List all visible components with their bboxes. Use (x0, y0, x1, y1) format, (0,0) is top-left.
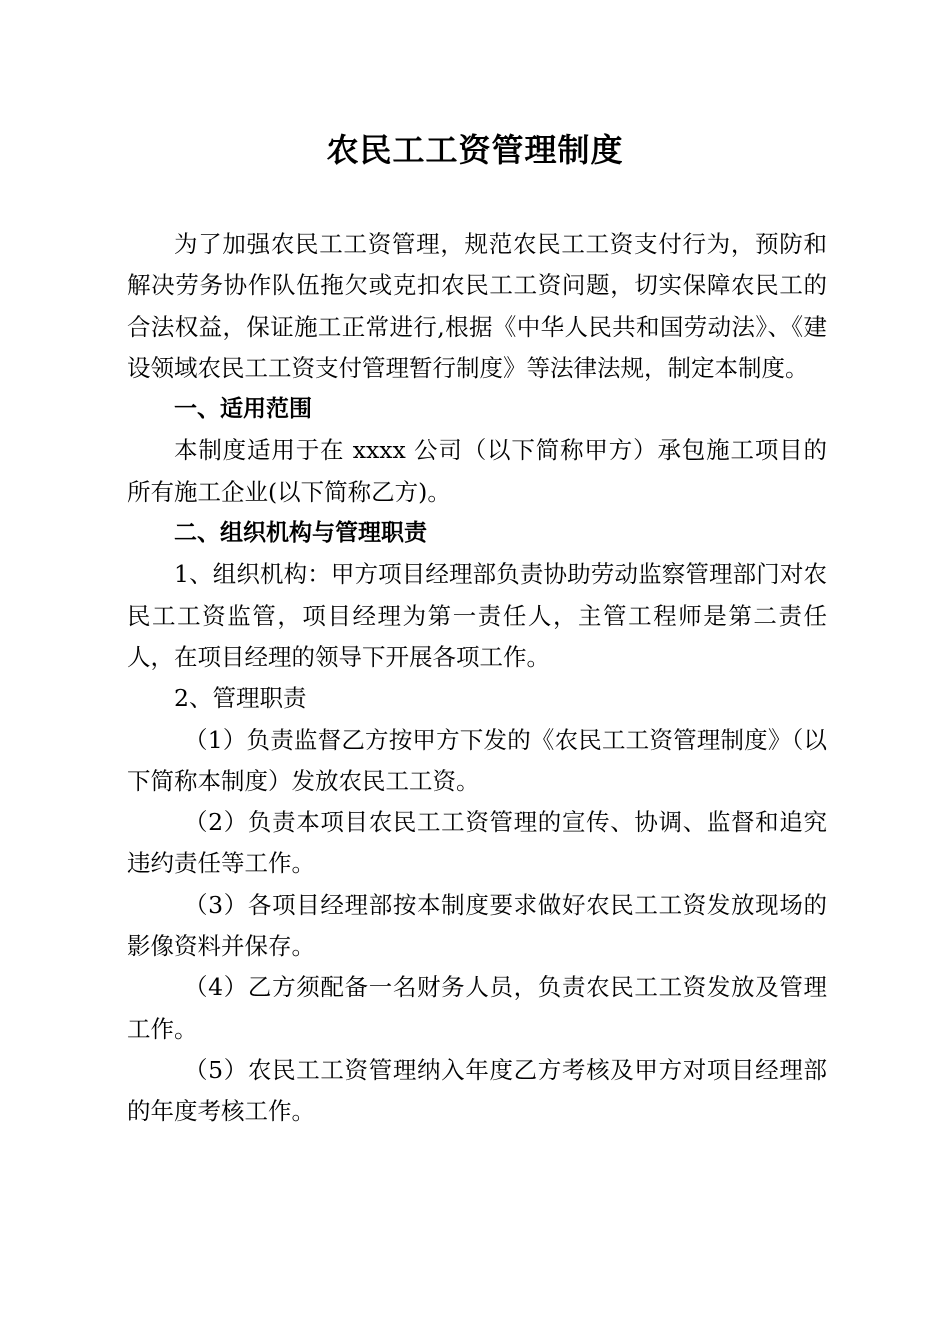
section-heading-organization: 二、组织机构与管理职责 (174, 520, 427, 547)
duty-item: （3）各项目经理部按本制度要求做好农民工工资发放现场的影像资料并保存。 (127, 890, 827, 961)
scope-paragraph: 本制度适用于在 xxxx 公司（以下简称甲方）承包施工项目的所有施工企业(以下简称乙方)。 (127, 436, 827, 506)
duty-item: （4）乙方须配备一名财务人员，负责农民工工资发放及管理工作。 (127, 973, 827, 1043)
duty-item: （2）负责本项目农民工工资管理的宣传、协调、监督和追究违约责任等工作。 (127, 808, 827, 878)
duties-subheading: 2、管理职责 (174, 684, 307, 713)
document-title: 农民工工资管理制度 (326, 131, 624, 169)
duty-item: （5）农民工工资管理纳入年度乙方考核及甲方对项目经理部的年度考核工作。 (127, 1055, 827, 1126)
section-heading-scope: 一、适用范围 (174, 396, 312, 423)
intro-paragraph: 为了加强农民工工资管理，规范农民工工资支付行为，预防和解决劳务协作队伍拖欠或克扣农民工工资问题，切实保障农民工的合法权益，保证施工正常进行,根据《中华人民共和国劳动法》、《建设领域农民工工资支付管理暂行制度》等法律法规，制定本制度。 (127, 230, 827, 382)
organization-paragraph: 1、组织机构：甲方项目经理部负责协助劳动监察管理部门对农民工工资监管，项目经理为第一责任人，主管工程师是第二责任人，在项目经理的领导下开展各项工作。 (127, 560, 827, 671)
duty-item: （1）负责监督乙方按甲方下发的《农民工工资管理制度》（以下简称本制度）发放农民工工资。 (127, 725, 827, 795)
document-body (127, 224, 827, 1133)
